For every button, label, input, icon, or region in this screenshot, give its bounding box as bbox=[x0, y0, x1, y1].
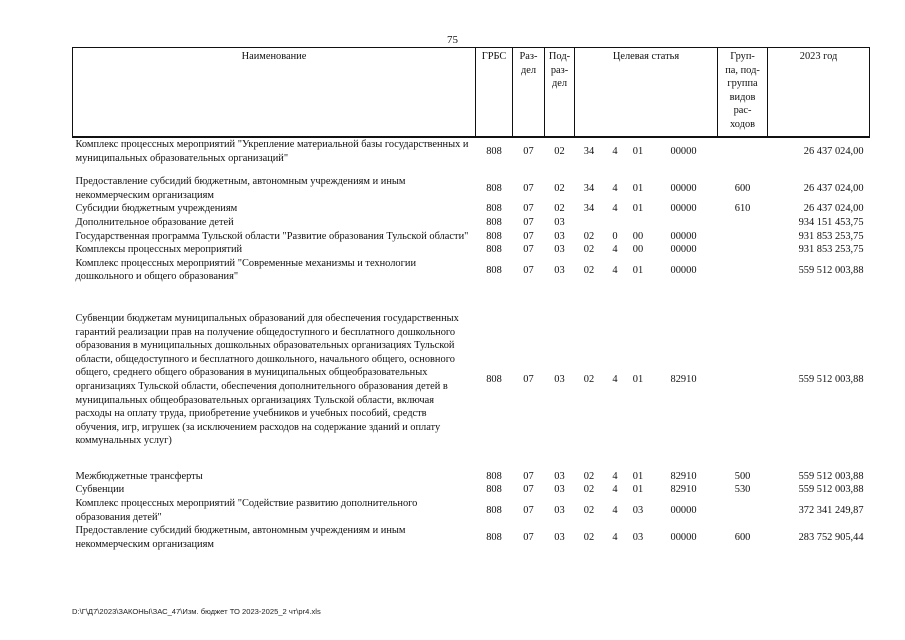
row-target-program: 34 bbox=[583, 145, 595, 157]
row-name: Государственная программа Тульской области "Развитие образования Тульской области" bbox=[75, 230, 469, 242]
row-razdel: 07 bbox=[523, 182, 534, 194]
row-target-direction: 00000 bbox=[670, 504, 697, 516]
row-target-subprogram: 01 bbox=[632, 264, 644, 276]
row-target-program: 34 bbox=[583, 182, 595, 194]
row-grbs: 808 bbox=[486, 182, 502, 194]
header-name: Наименование bbox=[73, 48, 476, 138]
table-body bbox=[73, 137, 870, 551]
row-razdel: 07 bbox=[523, 374, 534, 386]
row-target-direction: 82910 bbox=[670, 374, 697, 386]
row-razdel: 07 bbox=[523, 264, 534, 276]
row-spacer bbox=[73, 284, 870, 312]
row-target-type: 4 bbox=[612, 504, 618, 516]
table-row bbox=[73, 243, 870, 257]
budget-table-sheet bbox=[72, 47, 869, 551]
row-grbs: 808 bbox=[486, 504, 502, 516]
row-podrazdel: 03 bbox=[554, 470, 565, 482]
row-expense-group: 600 bbox=[734, 182, 751, 194]
row-grbs: 808 bbox=[486, 244, 502, 256]
table-row bbox=[73, 470, 870, 484]
row-spacer bbox=[73, 165, 870, 175]
row-podrazdel: 03 bbox=[554, 532, 565, 544]
row-amount: 26 437 024,00 bbox=[803, 203, 864, 215]
table-row bbox=[73, 230, 870, 244]
table-row bbox=[73, 312, 870, 448]
header-podrazdel: Под- раз- дел bbox=[545, 48, 575, 138]
row-target-direction: 00000 bbox=[670, 145, 697, 157]
row-razdel: 07 bbox=[523, 504, 534, 516]
row-target-subprogram: 01 bbox=[632, 374, 644, 386]
table-row bbox=[73, 257, 870, 284]
row-podrazdel: 02 bbox=[554, 182, 565, 194]
row-razdel: 07 bbox=[523, 244, 534, 256]
row-grbs: 808 bbox=[486, 203, 502, 215]
row-amount: 372 341 249,87 bbox=[798, 504, 864, 516]
row-name: Субвенции бюджетам муниципальных образований для обеспечения государственных гарантий реализации прав на получение общедоступного и бесплатного дошкольного образования в муниципальных дошкольных образовательных организациях Тульской области, общедоступного и бесплатного дошкольного, начального общего, основного общего, среднего общего образования в муниципальных общеобразовательных организациях Тульской области, обеспечения дополнительного образования детей в муниципальных общеобразовательных организациях Тульской области, включая расходы на оплату труда, приобретение учебников и учебных пособий, средств обучения, игр, игрушек (за исключением расходов на содержание зданий и оплату коммунальных услуг) bbox=[75, 312, 459, 447]
row-target-direction: 82910 bbox=[670, 484, 697, 496]
row-target-type: 4 bbox=[612, 532, 618, 544]
row-target-subprogram: 00 bbox=[632, 244, 644, 256]
table-row bbox=[73, 216, 870, 230]
row-target-subprogram: 01 bbox=[632, 470, 644, 482]
header-expense-group: Груп- па, под- группа видов рас- ходов bbox=[718, 48, 768, 138]
row-amount: 931 853 253,75 bbox=[798, 230, 864, 242]
row-target-subprogram bbox=[627, 216, 650, 230]
row-expense-group: 600 bbox=[734, 532, 751, 544]
row-amount: 931 853 253,75 bbox=[798, 244, 864, 256]
row-razdel: 07 bbox=[523, 532, 534, 544]
row-target-program: 02 bbox=[583, 470, 595, 482]
row-target-direction: 00000 bbox=[670, 230, 697, 242]
row-target-program: 02 bbox=[583, 244, 595, 256]
row-target-subprogram: 01 bbox=[632, 203, 644, 215]
row-target-direction: 00000 bbox=[670, 532, 697, 544]
row-podrazdel: 03 bbox=[554, 230, 565, 242]
row-name: Комплексы процессных мероприятий bbox=[75, 244, 243, 256]
header-grbs: ГРБС bbox=[476, 48, 513, 138]
row-grbs: 808 bbox=[486, 230, 502, 242]
row-target-program: 02 bbox=[583, 374, 595, 386]
row-amount: 26 437 024,00 bbox=[803, 145, 864, 157]
row-expense-group: 610 bbox=[734, 203, 751, 215]
row-target-subprogram: 00 bbox=[632, 230, 644, 242]
row-target-type: 4 bbox=[612, 182, 618, 194]
row-name: Межбюджетные трансферты bbox=[75, 470, 203, 482]
row-amount: 283 752 905,44 bbox=[798, 532, 864, 544]
row-grbs: 808 bbox=[486, 216, 502, 228]
row-expense-group: 530 bbox=[734, 484, 751, 496]
row-target-program bbox=[575, 216, 604, 230]
row-expense-group bbox=[718, 312, 768, 448]
row-target-direction: 00000 bbox=[670, 203, 697, 215]
row-target-program: 02 bbox=[583, 504, 595, 516]
row-razdel: 07 bbox=[523, 216, 534, 228]
row-target-type: 0 bbox=[612, 230, 618, 242]
row-target-direction: 82910 bbox=[670, 470, 697, 482]
row-expense-group bbox=[718, 257, 768, 284]
header-year: 2023 год bbox=[768, 48, 870, 138]
row-name: Предоставление субсидий бюджетным, автономным учреждениям и иным некоммерческим организациям bbox=[75, 525, 406, 550]
row-target-subprogram: 03 bbox=[632, 532, 644, 544]
row-target-type: 4 bbox=[612, 374, 618, 386]
row-target-program: 02 bbox=[583, 230, 595, 242]
row-target-type: 4 bbox=[612, 470, 618, 482]
row-amount: 559 512 003,88 bbox=[798, 264, 864, 276]
row-target-type: 4 bbox=[612, 264, 618, 276]
row-razdel: 07 bbox=[523, 484, 534, 496]
row-expense-group bbox=[718, 243, 768, 257]
row-target-type bbox=[604, 216, 627, 230]
row-podrazdel: 03 bbox=[554, 244, 565, 256]
row-podrazdel: 03 bbox=[554, 264, 565, 276]
row-grbs: 808 bbox=[486, 484, 502, 496]
row-amount: 559 512 003,88 bbox=[798, 470, 864, 482]
row-grbs: 808 bbox=[486, 145, 502, 157]
row-name: Субсидии бюджетным учреждениям bbox=[75, 203, 238, 215]
row-razdel: 07 bbox=[523, 145, 534, 157]
row-grbs: 808 bbox=[486, 374, 502, 386]
row-target-subprogram: 01 bbox=[632, 145, 644, 157]
row-target-direction: 00000 bbox=[670, 244, 697, 256]
row-target-program: 34 bbox=[583, 203, 595, 215]
row-podrazdel: 02 bbox=[554, 145, 565, 157]
file-path-footer: D:\Г\Д7\2023\ЗАКОНЫ\ЗАС_47\Изм. бюджет ТО 2023-2025_2 чт\pr4.xls bbox=[72, 607, 321, 616]
table-header bbox=[73, 48, 870, 138]
row-spacer-cell bbox=[73, 448, 870, 470]
row-razdel: 07 bbox=[523, 230, 534, 242]
header-razdel: Раз- дел bbox=[513, 48, 545, 138]
table-row bbox=[73, 483, 870, 497]
row-target-type: 4 bbox=[612, 484, 618, 496]
row-target-direction: 00000 bbox=[670, 264, 697, 276]
row-expense-group bbox=[718, 137, 768, 165]
budget-table bbox=[72, 47, 870, 551]
row-podrazdel: 03 bbox=[554, 504, 565, 516]
table-row bbox=[73, 137, 870, 165]
row-razdel: 07 bbox=[523, 203, 534, 215]
row-grbs: 808 bbox=[486, 532, 502, 544]
row-target-type: 4 bbox=[612, 203, 618, 215]
table-row bbox=[73, 524, 870, 551]
row-spacer-cell bbox=[73, 284, 870, 312]
row-target-program: 02 bbox=[583, 532, 595, 544]
row-razdel: 07 bbox=[523, 470, 534, 482]
page-number: 75 bbox=[447, 34, 458, 46]
row-grbs: 808 bbox=[486, 470, 502, 482]
row-podrazdel: 02 bbox=[554, 203, 565, 215]
row-target-subprogram: 01 bbox=[632, 182, 644, 194]
table-row bbox=[73, 497, 870, 524]
row-expense-group bbox=[718, 216, 768, 230]
row-amount: 559 512 003,88 bbox=[798, 374, 864, 386]
row-spacer-cell bbox=[73, 165, 870, 175]
row-target-subprogram: 01 bbox=[632, 484, 644, 496]
row-expense-group bbox=[718, 230, 768, 244]
row-amount: 559 512 003,88 bbox=[798, 484, 864, 496]
row-target-program: 02 bbox=[583, 484, 595, 496]
row-amount: 934 151 453,75 bbox=[798, 216, 864, 228]
row-target-type: 4 bbox=[612, 145, 618, 157]
row-target-subprogram: 03 bbox=[632, 504, 644, 516]
row-target-type: 4 bbox=[612, 244, 618, 256]
row-target-direction: 00000 bbox=[670, 182, 697, 194]
row-expense-group bbox=[718, 497, 768, 524]
row-expense-group: 500 bbox=[734, 470, 751, 482]
row-target-program: 02 bbox=[583, 264, 595, 276]
row-podrazdel: 03 bbox=[554, 216, 565, 228]
table-row bbox=[73, 175, 870, 202]
row-name: Предоставление субсидий бюджетным, автономным учреждениям и иным некоммерческим организациям bbox=[75, 176, 406, 201]
row-name: Субвенции bbox=[75, 484, 125, 496]
row-target-direction bbox=[650, 216, 718, 230]
row-name: Комплекс процессных мероприятий "Содействие развитию дополнительного образования детей" bbox=[75, 498, 418, 523]
row-spacer bbox=[73, 448, 870, 470]
header-target-article: Целевая статья bbox=[575, 48, 718, 138]
row-grbs: 808 bbox=[486, 264, 502, 276]
table-row bbox=[73, 202, 870, 216]
row-name: Дополнительное образование детей bbox=[75, 216, 234, 228]
row-name: Комплекс процессных мероприятий "Современные механизмы и технологии дошкольного и общего образования" bbox=[75, 257, 416, 283]
row-name: Комплекс процессных мероприятий "Укрепление материальной базы государственных и муниципальных образовательных организаций" bbox=[75, 139, 469, 164]
row-podrazdel: 03 bbox=[554, 484, 565, 496]
row-podrazdel: 03 bbox=[554, 374, 565, 386]
row-amount: 26 437 024,00 bbox=[803, 182, 864, 194]
